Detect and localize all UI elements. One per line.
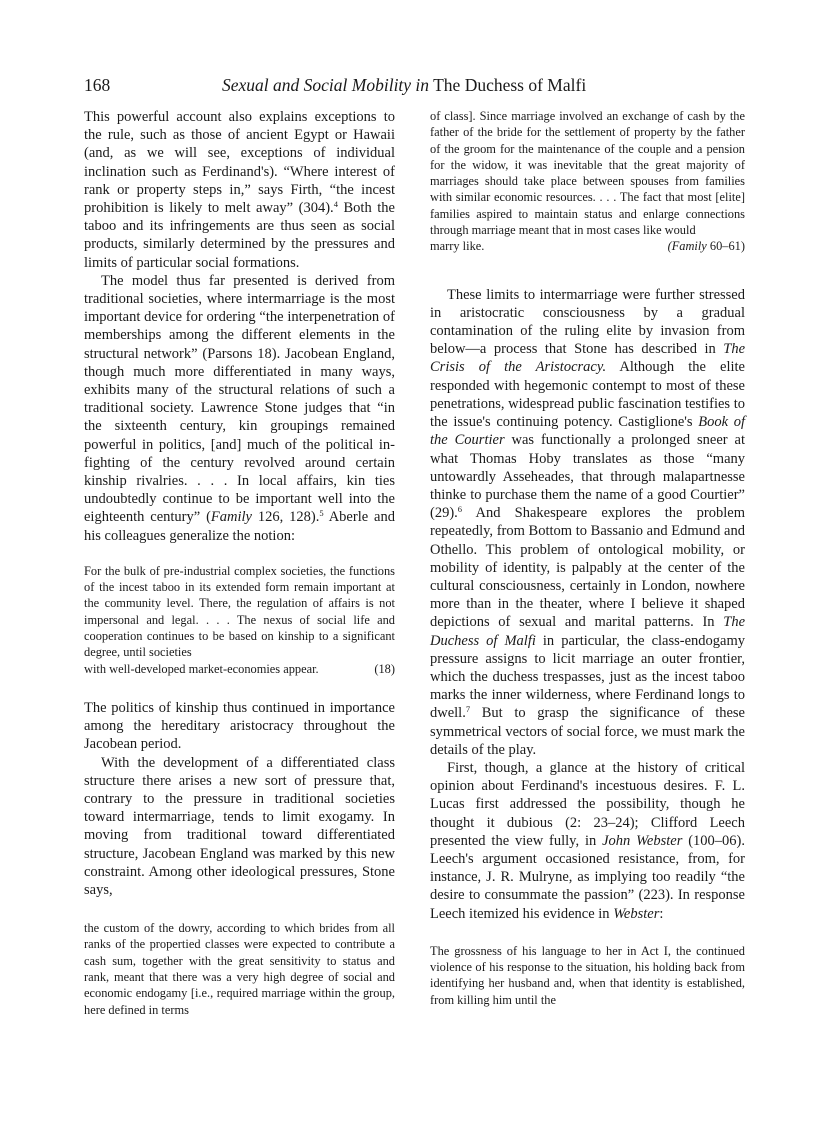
right-column <box>430 108 745 1008</box>
paragraph-limits-to-intermarriage: These limits to intermarriage were further stressed in aristocratic consciousness by a gradual contamination of the ruling elite by invasion from below—a process that Stone has described in The Crisis of the Aristocracy. Although the elite responded with hegemonic contempt to most of these penetrations, widespread public fascination testifies to the issue's continuing potency. Castiglione's Book of the Courtier was functionally a prolonged sneer at what Thomas Hoby translates as those “many untowardly Asseheades, that through malapartnesse thinke to purchase them the name of a good Courtier” (29).$^6$ And Shakespeare explores the problem repeatedly, from Bottom to Bassanio and Edmund and Othello. This problem of ontological mobility, or mobility of identity, is palpably at the center of the cultural consciousness, certainly in London, nowhere more than in the theater, where I believe it shaped depictions of sexual and marital patterns. In The Duchess of Malfi in particular, the class-endogamy pressure assigns to licit marriage an outer frontier, which the duchess trespasses, just as the incest taboo marks the inner wilderness, where Ferdinand longs to dwell.$^7$ But to grasp the significance of these symmetrical vectors of social force, we must mark the details of the play. <box>430 286 745 758</box>
title-duchess-of-malfi: The Duchess of Malfi <box>430 614 745 649</box>
title-john-webster: John Webster <box>602 832 683 849</box>
block-quote-leech: The grossness of his language to her in Act I, the continued violence of his response to the situation, his holding back from identifying her husband and, when that identity is established, from killing him until the <box>430 943 745 1007</box>
block-quote-aberle: For the bulk of pre-industrial complex societies, the functions of the incest taboo in its extended form remain important at the community level. There, the regulation of affairs is not impersonal and legal. . . . The nexus of social life and cooperation continues to be based on kinship to a significant degree, until societies with well-developed market-economies appear. (18) <box>84 563 395 676</box>
footnote-ref-4: 4 <box>333 199 338 210</box>
quote-source: (18) <box>374 661 395 676</box>
left-column <box>84 108 395 1018</box>
running-title <box>222 72 586 98</box>
paragraph-traditional-societies: The model thus far presented is derived from traditional societies, where intermarriage is the most important device for ordering “the interpenetration of memberships among the different elements in the structural network” (Parsons 18). Jacobean England, though much more differentiated in many ways, exhibits many of the structural relations of such a traditional society. Lawrence Stone judges that “in the sixteenth century, kin groupings remained powerful in politics, [and] much of the political in-fighting of the century revolved around certain kinship rivalries. . . . In local affairs, kin ties undoubtedly continue to be important well into the eighteenth century” (Family 126, 128).$^5$ Aberle and his colleagues generalize the notion: <box>84 272 395 544</box>
title-crisis-aristocracy: The Crisis of the Aristocracy. <box>430 341 745 376</box>
footnote-ref-6: 6 <box>457 504 463 515</box>
footnote-ref-5: 5 <box>319 508 324 519</box>
paragraph-differentiated-class: With the development of a differentiated class structure there arises a new sort of pressure that, contrary to the pressure in traditional societies toward intermarriage, tends to limit exogamy. In moving from traditional toward differentiated structure, Jacobean England was marked by this new constraint. Among other ideological pressures, Stone says, <box>84 754 395 898</box>
paragraph-exceptions: This powerful account also explains exceptions to the rule, such as those of ancient Egypt or Hawaii (and, as we will see, exceptions of individual inclination such as Ferdinand's). “Where interest of rank or property steps in,” says Firth, “the incest prohibition is likely to melt away” (304).$^4$ Both the taboo and its infringements are thus seen as social products, similarly determined by the pressures and limits of particular social formations. <box>84 109 395 271</box>
block-quote-stone-continued: of class]. Since marriage involved an exchange of cash by the father of the bride for the settlement of property by the father of the groom for the maintenance of the couple and a pension for the widow, it was inevitable that the great majority of marriages should take place between spouses from families with similar economic resources. . . . The fact that most [elite] families aspired to maintain status and enlarge connections through marriage meant that in most cases like would marry like. (Family 60–61) <box>430 109 745 254</box>
block-quote-stone: the custom of the dowry, according to which brides from all ranks of the propertied classes were expected to contribute a cash sum, together with the great sensitivity to status and rank, meant that there was a very high degree of social and economic endogamy [i.e., required marriage within the group, here defined in terms <box>84 921 395 1017</box>
quote-source: (Family 60–61) <box>667 239 745 254</box>
citation-family: Family <box>210 509 252 526</box>
running-title-italic: Sexual and Social Mobility in <box>222 75 430 95</box>
title-webster: Webster <box>613 905 660 922</box>
page-number: 168 <box>84 75 111 95</box>
title-book-of-courtier: Book of the Courtier <box>430 414 745 449</box>
footnote-ref-7: 7 <box>465 704 471 715</box>
paragraph-critical-opinion: First, though, a glance at the history of critical opinion about Ferdinand's incestuous desires. F. L. Lucas first addressed the possibility, though he thought it dubious (2: 23–24); Clifford Leech presented the view fully, in John Webster (100–06). Leech's argument occasioned resistance, from, for instance, J. R. Mulryne, as implying too readily “the desire to consummate the passion” (223). In response Leech itemized his evidence in Webster: <box>430 759 745 922</box>
running-title-roman: The Duchess of Malfi <box>429 75 587 95</box>
running-header <box>84 72 748 98</box>
paragraph-politics-of-kinship: The politics of kinship thus continued in importance among the hereditary aristocracy throughout the Jacobean period. <box>84 699 395 753</box>
